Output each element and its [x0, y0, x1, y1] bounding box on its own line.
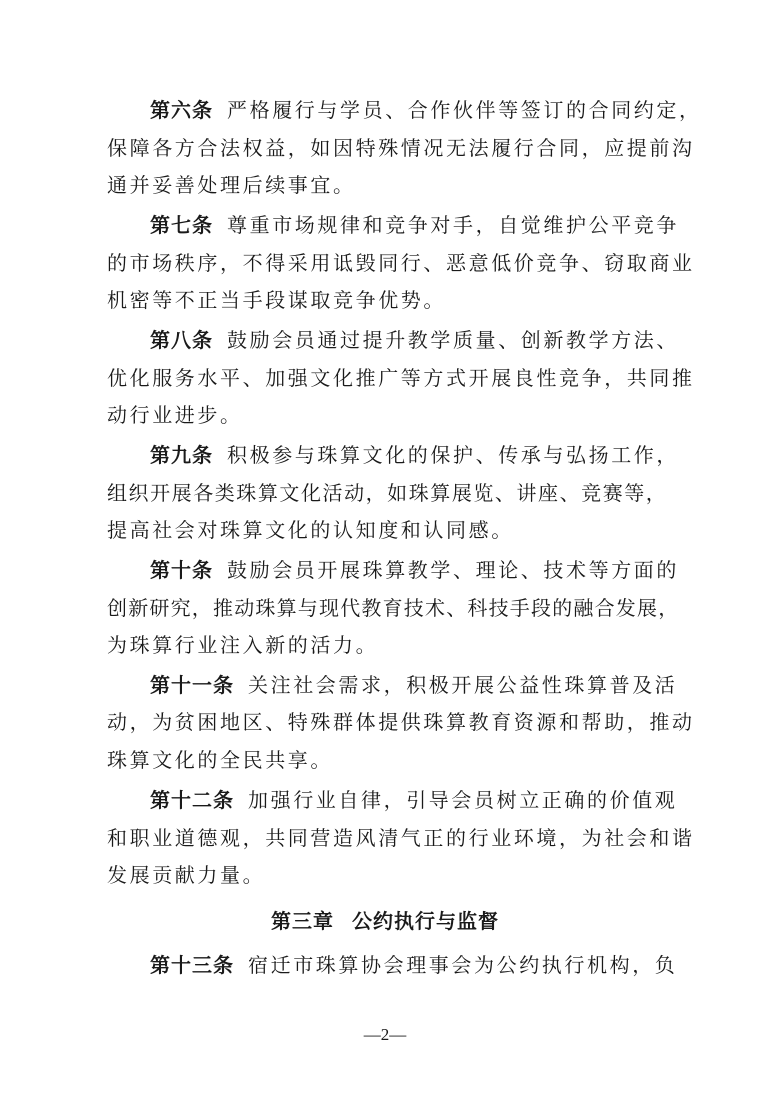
chapter-heading [0, 905, 770, 934]
article-13-label: 第十三条 [150, 953, 234, 977]
article-12-line-1: 第十二条 加强行业自律，引导会员树立正确的价值观 [150, 788, 678, 812]
article-10-line-2: 创新研究，推动珠算与现代教育技术、科技手段的融合发展， [107, 596, 680, 620]
article-11-line-2: 动，为贫困地区、特殊群体提供珠算教育资源和帮助，推动 [107, 710, 695, 734]
article-9-line-1: 第九条 积极参与珠算文化的保护、传承与弘扬工作， [150, 443, 679, 467]
article-7-line-3: 机密等不正当手段谋取竞争优势。 [107, 288, 446, 312]
article-10-line-3: 为珠算行业注入新的活力。 [107, 633, 379, 657]
article-7-line-2: 的市场秩序，不得采用诋毁同行、恶意低价竞争、窃取商业 [107, 251, 695, 275]
article-6-label: 第六条 [150, 98, 213, 122]
page-number: —2— [363, 1025, 407, 1044]
article-10-line-1: 第十条 鼓励会员开展珠算教学、理论、技术等方面的 [150, 558, 679, 582]
article-11-line-3: 珠算文化的全民共享。 [107, 748, 333, 772]
article-6-line-1: 第六条 严格履行与学员、合作伙伴等签订的合同约定， [150, 98, 702, 122]
article-6-line-2: 保障各方合法权益，如因特殊情况无法履行合同，应提前沟 [107, 136, 695, 160]
chapter-number: 第三章 [271, 909, 334, 933]
article-9-line-2: 组织开展各类珠算文化活动，如珠算展览、讲座、竞赛等， [107, 481, 667, 505]
article-13-line-1: 第十三条 宿迁市珠算协会理事会为公约执行机构，负 [150, 953, 678, 977]
article-7-line-1: 第七条 尊重市场规律和竞争对手，自觉维护公平竞争 [150, 213, 679, 237]
article-8-line-3: 动行业进步。 [107, 403, 243, 427]
article-12-line-3: 发展贡献力量。 [107, 863, 266, 887]
article-11-label: 第十一条 [150, 673, 234, 697]
article-12-label: 第十二条 [150, 788, 234, 812]
article-8-line-2: 优化服务水平、加强文化推广等方式开展良性竞争，共同推 [107, 366, 695, 390]
article-10-label: 第十条 [150, 558, 213, 582]
article-9-label: 第九条 [150, 443, 213, 467]
article-12-line-2: 和职业道德观，共同营造风清气正的行业环境，为社会和谐 [107, 826, 695, 850]
article-6-line-3: 通并妥善处理后续事宜。 [107, 173, 356, 197]
chapter-title: 公约执行与监督 [352, 909, 499, 933]
article-8-line-1: 第八条 鼓励会员通过提升教学质量、创新教学方法、 [150, 328, 679, 352]
article-7-label: 第七条 [150, 213, 213, 237]
article-8-label: 第八条 [150, 328, 213, 352]
article-9-line-3: 提高社会对珠算文化的认知度和认同感。 [107, 518, 514, 542]
article-11-line-1: 第十一条 关注社会需求，积极开展公益性珠算普及活 [150, 673, 678, 697]
